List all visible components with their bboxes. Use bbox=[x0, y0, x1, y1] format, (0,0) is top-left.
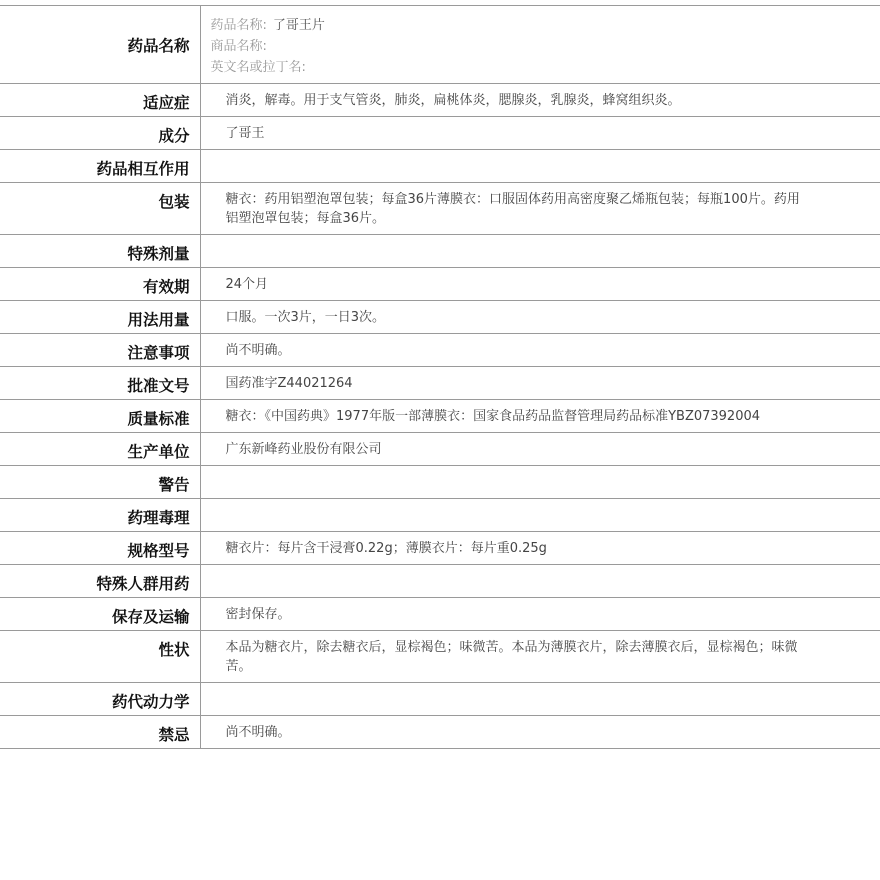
row-value: 密封保存。 bbox=[200, 598, 880, 631]
row-label: 注意事项 bbox=[0, 334, 200, 367]
row-label: 禁忌 bbox=[0, 716, 200, 749]
row-value: 糖衣：药用铝塑泡罩包装；每盒36片薄膜衣：口服固体药用高密度聚乙烯瓶包装；每瓶100片。药用铝塑泡罩包装；每盒36片。 bbox=[200, 183, 880, 235]
row-value bbox=[200, 683, 880, 716]
table-row bbox=[0, 631, 880, 683]
table-row bbox=[0, 334, 880, 367]
row-value: 国药准字Z44021264 bbox=[200, 367, 880, 400]
row-label: 药品相互作用 bbox=[0, 150, 200, 183]
table-row bbox=[0, 400, 880, 433]
row-value: 糖衣：《中国药典》1977年版一部薄膜衣：国家食品药品监督管理局药品标准YBZ07392004 bbox=[200, 400, 880, 433]
row-value: 糖衣片：每片含干浸膏0.22g；薄膜衣片：每片重0.25g bbox=[200, 532, 880, 565]
row-label: 规格型号 bbox=[0, 532, 200, 565]
english-name-line bbox=[211, 57, 880, 78]
row-value: 24个月 bbox=[200, 268, 880, 301]
row-label: 保存及运输 bbox=[0, 598, 200, 631]
drug-info-table bbox=[0, 5, 880, 749]
drug-name-line bbox=[211, 15, 880, 36]
row-label: 有效期 bbox=[0, 268, 200, 301]
name-block bbox=[200, 6, 880, 84]
row-label: 药品名称 bbox=[0, 6, 200, 84]
row-value bbox=[200, 150, 880, 183]
row-label: 药代动力学 bbox=[0, 683, 200, 716]
drug-name-label: 药品名称: bbox=[210, 18, 267, 33]
row-label: 用法用量 bbox=[0, 301, 200, 334]
row-label: 警告 bbox=[0, 466, 200, 499]
row-label: 特殊人群用药 bbox=[0, 565, 200, 598]
table-row bbox=[0, 84, 880, 117]
row-value: 了哥王 bbox=[200, 117, 880, 150]
row-value: 消炎，解毒。用于支气管炎，肺炎，扁桃体炎，腮腺炎，乳腺炎，蜂窝组织炎。 bbox=[200, 84, 880, 117]
row-label: 生产单位 bbox=[0, 433, 200, 466]
table-row bbox=[0, 150, 880, 183]
table-row bbox=[0, 565, 880, 598]
table-row bbox=[0, 367, 880, 400]
row-value: 口服。一次3片，一日3次。 bbox=[200, 301, 880, 334]
drug-name-value: 了哥王片 bbox=[272, 18, 325, 33]
trade-name-line bbox=[211, 36, 880, 57]
row-label: 特殊剂量 bbox=[0, 235, 200, 268]
row-value bbox=[200, 235, 880, 268]
row-label: 适应症 bbox=[0, 84, 200, 117]
table-row bbox=[0, 6, 880, 84]
row-value bbox=[200, 466, 880, 499]
row-label: 批准文号 bbox=[0, 367, 200, 400]
row-label: 药理毒理 bbox=[0, 499, 200, 532]
table-row bbox=[0, 532, 880, 565]
row-value: 尚不明确。 bbox=[200, 334, 880, 367]
row-label: 质量标准 bbox=[0, 400, 200, 433]
table-row bbox=[0, 466, 880, 499]
row-value: 本品为糖衣片，除去糖衣后，显棕褐色；味微苦。本品为薄膜衣片，除去薄膜衣后，显棕褐色；味微苦。 bbox=[200, 631, 880, 683]
row-value bbox=[200, 565, 880, 598]
row-value bbox=[200, 499, 880, 532]
table-row bbox=[0, 499, 880, 532]
row-value: 尚不明确。 bbox=[200, 716, 880, 749]
table-row bbox=[0, 235, 880, 268]
row-label: 性状 bbox=[0, 631, 200, 683]
row-label: 成分 bbox=[0, 117, 200, 150]
trade-name-label: 商品名称: bbox=[210, 39, 267, 54]
row-value: 广东新峰药业股份有限公司 bbox=[200, 433, 880, 466]
table-row bbox=[0, 117, 880, 150]
row-label: 包装 bbox=[0, 183, 200, 235]
table-row bbox=[0, 183, 880, 235]
table-row bbox=[0, 716, 880, 749]
table-row bbox=[0, 683, 880, 716]
table-row bbox=[0, 268, 880, 301]
english-name-label: 英文名或拉丁名: bbox=[210, 60, 306, 75]
table-row bbox=[0, 598, 880, 631]
table-row bbox=[0, 301, 880, 334]
table-row bbox=[0, 433, 880, 466]
